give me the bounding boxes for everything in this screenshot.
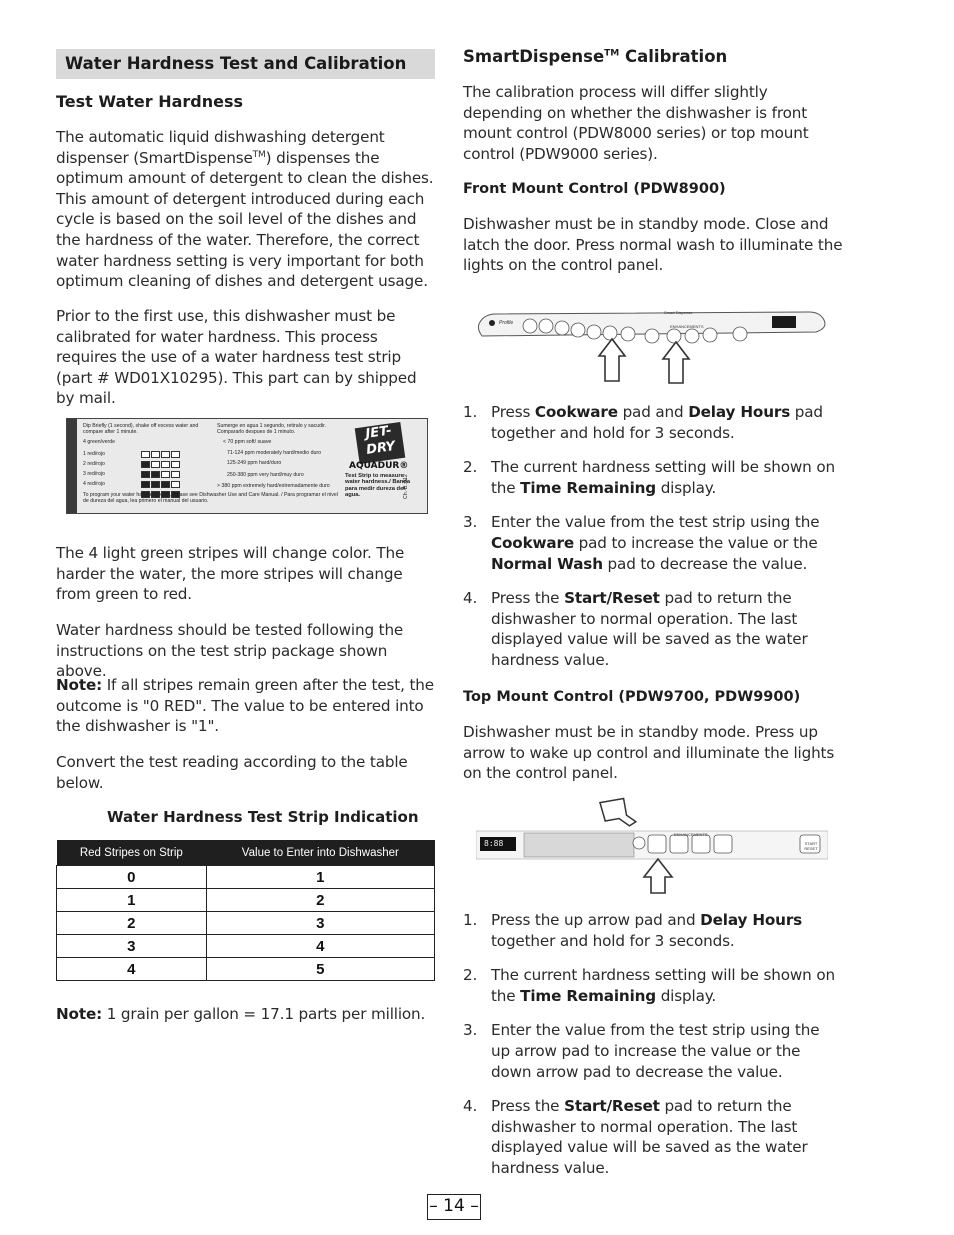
table-header-red-stripes: Red Stripes on Strip: [57, 840, 207, 866]
front-panel-label: Smart Dispense: [664, 310, 693, 315]
strip-intro: Dip Briefly (1 second), shake off excess water and compare after 1 minute.: [83, 423, 199, 436]
list-item: 1. Press Cookware pad and Delay Hours pad together and hold for 3 seconds.: [463, 403, 823, 442]
jet-dry-logo: JET-DRY: [355, 422, 406, 464]
list-item: 2. The current hardness setting will be shown on the Time Remaining display.: [463, 966, 835, 1005]
table-row: [57, 912, 435, 935]
top-panel-image: [476, 797, 828, 895]
note-all-green: Note: If all stripes remain green after the test, the outcome is "0 RED". The value to be entered into the dishwasher is "1".: [56, 676, 434, 736]
paragraph-test-instructions: Water hardness should be tested following the instructions on the test strip package shown above.: [56, 621, 404, 681]
top-steps-list: [463, 910, 843, 1179]
list-item: 3. Enter the value from the test strip using the up arrow pad to increase the value or the down arrow pad to decrease the value.: [463, 1021, 820, 1081]
table-title: Water Hardness Test Strip Indication: [107, 808, 419, 826]
hardness-table: [56, 840, 435, 981]
table-cell: 0: [57, 866, 207, 889]
front-panel-section: ENHANCEMENTS: [670, 324, 704, 329]
table-cell: 3: [57, 935, 207, 958]
page-number: – 14 –: [427, 1194, 481, 1220]
table-row: [57, 958, 435, 981]
strip-row-label: 4 red/rojo: [83, 481, 105, 487]
strip-tagline: Test Strip to measure water hardness./ Banda para medir dureza del agua.: [345, 473, 411, 499]
front-mount-title: Front Mount Control (PDW8900): [463, 181, 726, 197]
table-cell: 3: [206, 912, 434, 935]
table-cell: 1: [57, 889, 207, 912]
table-cell: 2: [206, 889, 434, 912]
table-cell: 2: [57, 912, 207, 935]
strip-row-range: > 380 ppm extremely hard/extremadamente duro: [217, 483, 330, 489]
strip-footer: To program your water hardness level, please see Dishwasher Use and Care Manual. / Para programar el nivel de dureza del agua, lea primero el manual del usuario.: [83, 492, 338, 505]
list-item: 4. Press the Start/Reset pad to return the dishwasher to normal operation. The last displayed value will be saved as the water hardness value.: [463, 589, 808, 669]
table-row: [57, 866, 435, 889]
list-item: 1. Press the up arrow pad and Delay Hours together and hold for 3 seconds.: [463, 911, 803, 950]
top-mount-intro: Dishwasher must be in standby mode. Press up arrow to wake up control and illuminate the lights on the control panel.: [463, 723, 835, 783]
table-cell: 4: [206, 935, 434, 958]
subtitle-test-water-hardness: Test Water Hardness: [56, 92, 244, 111]
top-mount-title: Top Mount Control (PDW9700, PDW9900): [463, 689, 801, 705]
strip-row-range: 250-380 ppm very hard/muy duro: [227, 472, 304, 478]
table-cell: 4: [57, 958, 207, 981]
strip-row-label: 3 red/rojo: [83, 471, 105, 477]
table-row: [57, 935, 435, 958]
smartdispense-title: SmartDispense™ Calibration: [463, 47, 728, 66]
aquadur-brand: AQUADUR®: [349, 461, 409, 471]
paragraph-calibration-intro: The calibration process will differ slightly depending on whether the dishwasher is front mount control (PDW8000 series) or top mount control (PDW9000 series).: [463, 83, 809, 163]
section-title: Water Hardness Test and Calibration: [56, 49, 435, 79]
strip-row-label: 2 red/rojo: [83, 461, 105, 467]
list-item: 3. Enter the value from the test strip using the Cookware pad to increase the value or the Normal Wash pad to decrease the value.: [463, 513, 820, 573]
paragraph-dispenser: The automatic liquid dishwashing detergent dispenser (SmartDispense™) dispenses the optimum amount of detergent to clean the dishes. This amount of detergent introduced during each cycle is based on the soil level of the dishes and the hardness of the water. Therefore, the correct water hardness setting is very important for both optimum cleaning of dishes and detergent usage.: [56, 128, 434, 291]
front-panel-image: [474, 306, 829, 386]
table-row: [57, 889, 435, 912]
strip-edge: [67, 419, 77, 513]
list-item: 4. Press the Start/Reset pad to return the dishwasher to normal operation. The last displayed value will be saved as the water hardness value.: [463, 1097, 808, 1177]
front-steps-list: [463, 402, 843, 671]
paragraph-stripes: The 4 light green stripes will change color. The harder the water, the more stripes will change from green to red.: [56, 544, 405, 604]
strip-code: Ch.-B.:312: [403, 474, 409, 499]
strip-row-range: < 70 ppm soft/ suave: [223, 439, 272, 445]
table-cell: 5: [206, 958, 434, 981]
note-grain-ppm: Note: 1 grain per gallon = 17.1 parts per million.: [56, 1005, 426, 1023]
strip-row-range: 71-124 ppm moderately hard/medio duro: [227, 450, 322, 456]
table-cell: 1: [206, 866, 434, 889]
table-header-value: Value to Enter into Dishwasher: [206, 840, 434, 866]
top-panel-start: START RESET: [804, 841, 818, 851]
front-mount-intro: Dishwasher must be in standby mode. Close and latch the door. Press normal wash to illuminate the lights on the control panel.: [463, 215, 843, 275]
paragraph-convert: Convert the test reading according to the table below.: [56, 753, 408, 792]
paragraph-calibration-required: Prior to the first use, this dishwasher must be calibrated for water hardness. This process requires the use of a water hardness test strip (part # WD01X10295). This part can by shipped by mail.: [56, 307, 417, 408]
front-panel-graphic: [474, 306, 829, 386]
list-item: 2. The current hardness setting will be shown on the Time Remaining display.: [463, 458, 835, 497]
strip-row-label: 1 red/rojo: [83, 451, 105, 457]
top-panel-section: ENHANCEMENTS: [674, 832, 708, 837]
strip-row-label: 4 green/verde: [83, 439, 116, 445]
front-panel-brand: Profile: [499, 320, 514, 326]
strip-row-range: 125-249 ppm hard/duro: [227, 460, 282, 466]
top-panel-graphic: [476, 797, 828, 895]
top-panel-display: 8:88: [484, 839, 504, 848]
strip-intro-es: Sumerge en agua 1 segundo, retiralo y sacudir. Compararlo despues de 1 minuto.: [217, 423, 327, 436]
test-strip-image: [66, 418, 428, 514]
